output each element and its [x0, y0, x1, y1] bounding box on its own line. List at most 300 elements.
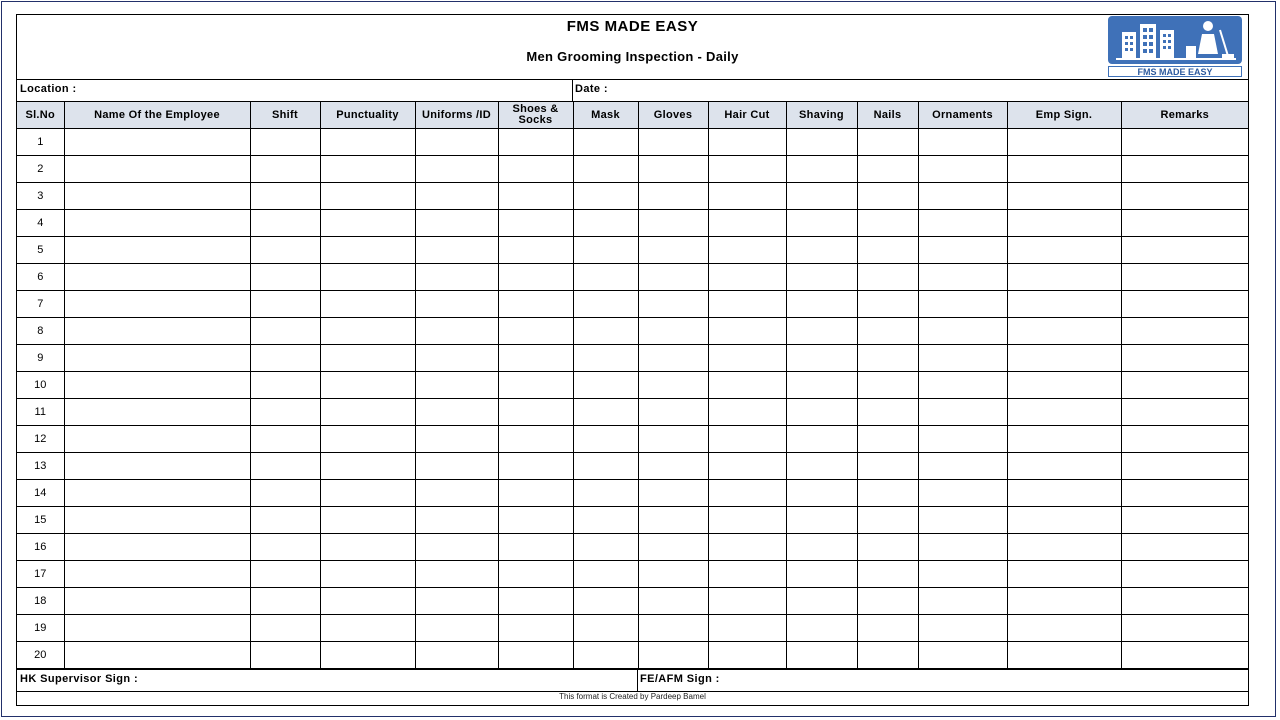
entry-cell[interactable]	[250, 561, 320, 588]
entry-cell[interactable]	[918, 237, 1007, 264]
entry-cell[interactable]	[1121, 534, 1248, 561]
entry-cell[interactable]	[1007, 426, 1121, 453]
entry-cell[interactable]	[708, 291, 786, 318]
entry-cell[interactable]	[1007, 588, 1121, 615]
entry-cell[interactable]	[415, 372, 498, 399]
entry-cell[interactable]	[786, 399, 857, 426]
entry-cell[interactable]	[320, 264, 415, 291]
entry-cell[interactable]	[638, 561, 708, 588]
entry-cell[interactable]	[918, 183, 1007, 210]
entry-cell[interactable]	[708, 399, 786, 426]
entry-cell[interactable]	[64, 237, 250, 264]
entry-cell[interactable]	[918, 399, 1007, 426]
table-row	[17, 399, 1248, 426]
entry-cell[interactable]	[573, 642, 638, 669]
entry-cell[interactable]	[250, 588, 320, 615]
entry-cell[interactable]	[1007, 372, 1121, 399]
entry-cell[interactable]	[320, 210, 415, 237]
entry-cell[interactable]	[708, 183, 786, 210]
entry-cell[interactable]	[498, 129, 573, 156]
entry-cell[interactable]	[64, 642, 250, 669]
entry-cell[interactable]	[1121, 615, 1248, 642]
entry-cell[interactable]	[638, 345, 708, 372]
serial-number-cell: 7	[17, 291, 64, 318]
entry-cell[interactable]	[64, 480, 250, 507]
entry-cell[interactable]	[250, 507, 320, 534]
entry-cell[interactable]	[857, 480, 918, 507]
entry-cell[interactable]	[857, 642, 918, 669]
entry-cell[interactable]	[573, 507, 638, 534]
table-row	[17, 642, 1248, 669]
entry-cell[interactable]	[708, 615, 786, 642]
entry-cell[interactable]	[1007, 264, 1121, 291]
entry-cell[interactable]	[1121, 426, 1248, 453]
entry-cell[interactable]	[786, 534, 857, 561]
entry-cell[interactable]	[1121, 345, 1248, 372]
entry-cell[interactable]	[1121, 318, 1248, 345]
entry-cell[interactable]	[857, 426, 918, 453]
entry-cell[interactable]	[415, 183, 498, 210]
entry-cell[interactable]	[498, 399, 573, 426]
entry-cell[interactable]	[498, 372, 573, 399]
entry-cell[interactable]	[498, 345, 573, 372]
table-row	[17, 507, 1248, 534]
entry-cell[interactable]	[498, 453, 573, 480]
entry-cell[interactable]	[320, 534, 415, 561]
entry-cell[interactable]	[64, 534, 250, 561]
entry-cell[interactable]	[320, 183, 415, 210]
entry-cell[interactable]	[918, 480, 1007, 507]
entry-cell[interactable]	[918, 318, 1007, 345]
entry-cell[interactable]	[415, 291, 498, 318]
entry-cell[interactable]	[64, 318, 250, 345]
form-subtitle: Men Grooming Inspection - Daily	[526, 49, 739, 64]
entry-cell[interactable]	[638, 480, 708, 507]
entry-cell[interactable]	[250, 372, 320, 399]
entry-cell[interactable]	[415, 129, 498, 156]
entry-cell[interactable]	[708, 507, 786, 534]
entry-cell[interactable]	[415, 345, 498, 372]
entry-cell[interactable]	[857, 534, 918, 561]
column-header: Ornaments	[918, 102, 1007, 129]
entry-cell[interactable]	[64, 372, 250, 399]
entry-cell[interactable]	[250, 183, 320, 210]
entry-cell[interactable]	[918, 129, 1007, 156]
entry-cell[interactable]	[415, 318, 498, 345]
serial-number-cell: 11	[17, 399, 64, 426]
title-area	[17, 15, 1248, 80]
entry-cell[interactable]	[857, 453, 918, 480]
table-row	[17, 291, 1248, 318]
entry-cell[interactable]	[786, 156, 857, 183]
table-row	[17, 264, 1248, 291]
entry-cell[interactable]	[498, 156, 573, 183]
entry-cell[interactable]	[1007, 129, 1121, 156]
entry-cell[interactable]	[573, 372, 638, 399]
table-row	[17, 561, 1248, 588]
entry-cell[interactable]	[1121, 399, 1248, 426]
entry-cell[interactable]	[250, 480, 320, 507]
entry-cell[interactable]	[1007, 615, 1121, 642]
column-header: Remarks	[1121, 102, 1248, 129]
entry-cell[interactable]	[918, 426, 1007, 453]
entry-cell[interactable]	[250, 399, 320, 426]
serial-number-cell: 6	[17, 264, 64, 291]
entry-cell[interactable]	[1007, 318, 1121, 345]
entry-cell[interactable]	[857, 507, 918, 534]
entry-cell[interactable]	[708, 129, 786, 156]
entry-cell[interactable]	[250, 534, 320, 561]
entry-cell[interactable]	[857, 588, 918, 615]
entry-cell[interactable]	[1121, 129, 1248, 156]
entry-cell[interactable]	[250, 156, 320, 183]
entry-cell[interactable]	[857, 399, 918, 426]
entry-cell[interactable]	[638, 372, 708, 399]
entry-cell[interactable]	[857, 372, 918, 399]
entry-cell[interactable]	[857, 210, 918, 237]
entry-cell[interactable]	[1007, 237, 1121, 264]
entry-cell[interactable]	[708, 210, 786, 237]
column-header: Gloves	[638, 102, 708, 129]
entry-cell[interactable]	[64, 453, 250, 480]
entry-cell[interactable]	[1121, 183, 1248, 210]
entry-cell[interactable]	[573, 588, 638, 615]
serial-number-cell: 20	[17, 642, 64, 669]
entry-cell[interactable]	[415, 480, 498, 507]
entry-cell[interactable]	[415, 615, 498, 642]
entry-cell[interactable]	[918, 642, 1007, 669]
entry-cell[interactable]	[708, 372, 786, 399]
entry-cell[interactable]	[415, 561, 498, 588]
entry-cell[interactable]	[250, 291, 320, 318]
entry-cell[interactable]	[64, 561, 250, 588]
entry-cell[interactable]	[1007, 480, 1121, 507]
entry-cell[interactable]	[250, 129, 320, 156]
entry-cell[interactable]	[786, 426, 857, 453]
table-row	[17, 345, 1248, 372]
entry-cell[interactable]	[786, 453, 857, 480]
entry-cell[interactable]	[638, 291, 708, 318]
entry-cell[interactable]	[918, 210, 1007, 237]
inspection-sheet	[16, 14, 1249, 706]
entry-cell[interactable]	[415, 237, 498, 264]
entry-cell[interactable]	[573, 129, 638, 156]
entry-cell[interactable]	[918, 453, 1007, 480]
entry-cell[interactable]	[857, 345, 918, 372]
entry-cell[interactable]	[786, 183, 857, 210]
entry-cell[interactable]	[638, 264, 708, 291]
entry-cell[interactable]	[320, 156, 415, 183]
table-row	[17, 156, 1248, 183]
entry-cell[interactable]	[320, 345, 415, 372]
entry-cell[interactable]	[918, 615, 1007, 642]
column-header: Uniforms /ID	[415, 102, 498, 129]
entry-cell[interactable]	[320, 480, 415, 507]
entry-cell[interactable]	[415, 588, 498, 615]
entry-cell[interactable]	[64, 129, 250, 156]
entry-cell[interactable]	[638, 156, 708, 183]
entry-cell[interactable]	[573, 615, 638, 642]
entry-cell[interactable]	[918, 561, 1007, 588]
entry-cell[interactable]	[573, 534, 638, 561]
entry-cell[interactable]	[786, 372, 857, 399]
entry-cell[interactable]	[918, 372, 1007, 399]
entry-cell[interactable]	[857, 156, 918, 183]
entry-cell[interactable]	[64, 264, 250, 291]
entry-cell[interactable]	[498, 507, 573, 534]
entry-cell[interactable]	[638, 210, 708, 237]
entry-cell[interactable]	[64, 345, 250, 372]
entry-cell[interactable]	[415, 426, 498, 453]
entry-cell[interactable]	[320, 642, 415, 669]
entry-cell[interactable]	[250, 210, 320, 237]
entry-cell[interactable]	[64, 507, 250, 534]
entry-cell[interactable]	[64, 291, 250, 318]
serial-number-cell: 10	[17, 372, 64, 399]
entry-cell[interactable]	[250, 345, 320, 372]
entry-cell[interactable]	[708, 561, 786, 588]
entry-cell[interactable]	[1121, 588, 1248, 615]
entry-cell[interactable]	[708, 453, 786, 480]
entry-cell[interactable]	[1121, 480, 1248, 507]
entry-cell[interactable]	[573, 480, 638, 507]
entry-cell[interactable]	[786, 264, 857, 291]
entry-cell[interactable]	[250, 426, 320, 453]
entry-cell[interactable]	[638, 399, 708, 426]
serial-number-cell: 14	[17, 480, 64, 507]
entry-cell[interactable]	[250, 642, 320, 669]
entry-cell[interactable]	[415, 507, 498, 534]
entry-cell[interactable]	[1121, 372, 1248, 399]
entry-cell[interactable]	[250, 237, 320, 264]
entry-cell[interactable]	[498, 291, 573, 318]
entry-cell[interactable]	[1121, 291, 1248, 318]
entry-cell[interactable]	[320, 615, 415, 642]
entry-cell[interactable]	[320, 372, 415, 399]
entry-cell[interactable]	[573, 291, 638, 318]
entry-cell[interactable]	[638, 318, 708, 345]
entry-cell[interactable]	[498, 264, 573, 291]
entry-cell[interactable]	[415, 399, 498, 426]
entry-cell[interactable]	[638, 183, 708, 210]
entry-cell[interactable]	[573, 318, 638, 345]
entry-cell[interactable]	[498, 426, 573, 453]
entry-cell[interactable]	[573, 237, 638, 264]
entry-cell[interactable]	[498, 210, 573, 237]
entry-cell[interactable]	[320, 453, 415, 480]
entry-cell[interactable]	[786, 129, 857, 156]
entry-cell[interactable]	[708, 642, 786, 669]
entry-cell[interactable]	[786, 588, 857, 615]
entry-cell[interactable]	[64, 156, 250, 183]
entry-cell[interactable]	[498, 588, 573, 615]
entry-cell[interactable]	[857, 129, 918, 156]
entry-cell[interactable]	[320, 561, 415, 588]
entry-cell[interactable]	[1121, 507, 1248, 534]
entry-cell[interactable]	[64, 210, 250, 237]
entry-cell[interactable]	[64, 426, 250, 453]
column-header: Mask	[573, 102, 638, 129]
entry-cell[interactable]	[498, 183, 573, 210]
entry-cell[interactable]	[64, 183, 250, 210]
entry-cell[interactable]	[320, 237, 415, 264]
entry-cell[interactable]	[415, 534, 498, 561]
entry-cell[interactable]	[918, 156, 1007, 183]
entry-cell[interactable]	[786, 480, 857, 507]
table-row	[17, 210, 1248, 237]
signature-row	[17, 669, 1248, 692]
entry-cell[interactable]	[250, 453, 320, 480]
entry-cell[interactable]	[1007, 453, 1121, 480]
entry-cell[interactable]	[708, 318, 786, 345]
entry-cell[interactable]	[786, 642, 857, 669]
entry-cell[interactable]	[415, 210, 498, 237]
entry-cell[interactable]	[786, 291, 857, 318]
entry-cell[interactable]	[1007, 183, 1121, 210]
entry-cell[interactable]	[64, 588, 250, 615]
entry-cell[interactable]	[64, 615, 250, 642]
entry-cell[interactable]	[573, 453, 638, 480]
entry-cell[interactable]	[1121, 561, 1248, 588]
date-label: Date :	[575, 83, 608, 95]
entry-cell[interactable]	[1121, 156, 1248, 183]
entry-cell[interactable]	[918, 534, 1007, 561]
entry-cell[interactable]	[1007, 291, 1121, 318]
entry-cell[interactable]	[638, 642, 708, 669]
serial-number-cell: 13	[17, 453, 64, 480]
entry-cell[interactable]	[708, 480, 786, 507]
entry-cell[interactable]	[320, 291, 415, 318]
entry-cell[interactable]	[498, 480, 573, 507]
entry-cell[interactable]	[320, 318, 415, 345]
entry-cell[interactable]	[498, 642, 573, 669]
entry-cell[interactable]	[857, 237, 918, 264]
entry-cell[interactable]	[1121, 642, 1248, 669]
entry-cell[interactable]	[918, 291, 1007, 318]
entry-cell[interactable]	[1007, 642, 1121, 669]
entry-cell[interactable]	[1121, 210, 1248, 237]
serial-number-cell: 5	[17, 237, 64, 264]
entry-cell[interactable]	[1007, 210, 1121, 237]
entry-cell[interactable]	[320, 507, 415, 534]
entry-cell[interactable]	[573, 264, 638, 291]
entry-cell[interactable]	[857, 183, 918, 210]
entry-cell[interactable]	[786, 237, 857, 264]
entry-cell[interactable]	[1121, 237, 1248, 264]
entry-cell[interactable]	[786, 345, 857, 372]
info-divider	[572, 79, 573, 101]
entry-cell[interactable]	[638, 426, 708, 453]
entry-cell[interactable]	[573, 156, 638, 183]
entry-cell[interactable]	[250, 264, 320, 291]
entry-cell[interactable]	[1121, 264, 1248, 291]
entry-cell[interactable]	[415, 264, 498, 291]
entry-cell[interactable]	[1121, 453, 1248, 480]
entry-cell[interactable]	[786, 210, 857, 237]
table-header-row	[17, 102, 1248, 129]
entry-cell[interactable]	[1007, 156, 1121, 183]
entry-cell[interactable]	[1007, 399, 1121, 426]
entry-cell[interactable]	[708, 588, 786, 615]
entry-cell[interactable]	[786, 561, 857, 588]
serial-number-cell: 15	[17, 507, 64, 534]
serial-number-cell: 16	[17, 534, 64, 561]
credit-note: This format is Created by Pardeep Bamel	[559, 692, 706, 701]
entry-cell[interactable]	[415, 642, 498, 669]
column-header: Shoes & Socks	[498, 102, 573, 129]
entry-cell[interactable]	[857, 291, 918, 318]
entry-cell[interactable]	[857, 264, 918, 291]
entry-cell[interactable]	[708, 426, 786, 453]
column-header: Hair Cut	[708, 102, 786, 129]
entry-cell[interactable]	[415, 453, 498, 480]
entry-cell[interactable]	[64, 399, 250, 426]
entry-cell[interactable]	[1007, 561, 1121, 588]
entry-cell[interactable]	[786, 615, 857, 642]
entry-cell[interactable]	[573, 399, 638, 426]
entry-cell[interactable]	[573, 210, 638, 237]
buildings-icon	[1108, 16, 1242, 64]
entry-cell[interactable]	[638, 129, 708, 156]
entry-cell[interactable]	[498, 318, 573, 345]
column-header: Nails	[857, 102, 918, 129]
entry-cell[interactable]	[918, 264, 1007, 291]
entry-cell[interactable]	[1007, 534, 1121, 561]
serial-number-cell: 19	[17, 615, 64, 642]
entry-cell[interactable]	[1007, 507, 1121, 534]
entry-cell[interactable]	[498, 534, 573, 561]
entry-cell[interactable]	[918, 345, 1007, 372]
entry-cell[interactable]	[857, 318, 918, 345]
entry-cell[interactable]	[573, 345, 638, 372]
entry-cell[interactable]	[786, 507, 857, 534]
entry-cell[interactable]	[857, 615, 918, 642]
entry-cell[interactable]	[708, 237, 786, 264]
entry-cell[interactable]	[573, 426, 638, 453]
entry-cell[interactable]	[638, 588, 708, 615]
entry-cell[interactable]	[638, 534, 708, 561]
entry-cell[interactable]	[786, 318, 857, 345]
entry-cell[interactable]	[708, 345, 786, 372]
entry-cell[interactable]	[708, 264, 786, 291]
table-row	[17, 615, 1248, 642]
entry-cell[interactable]	[708, 534, 786, 561]
column-header: Shift	[250, 102, 320, 129]
entry-cell[interactable]	[918, 588, 1007, 615]
entry-cell[interactable]	[320, 399, 415, 426]
entry-cell[interactable]	[320, 426, 415, 453]
entry-cell[interactable]	[498, 561, 573, 588]
entry-cell[interactable]	[573, 183, 638, 210]
entry-cell[interactable]	[250, 615, 320, 642]
entry-cell[interactable]	[498, 237, 573, 264]
entry-cell[interactable]	[918, 507, 1007, 534]
entry-cell[interactable]	[320, 129, 415, 156]
entry-cell[interactable]	[708, 156, 786, 183]
entry-cell[interactable]	[638, 615, 708, 642]
entry-cell[interactable]	[498, 615, 573, 642]
entry-cell[interactable]	[250, 318, 320, 345]
entry-cell[interactable]	[638, 507, 708, 534]
entry-cell[interactable]	[415, 156, 498, 183]
entry-cell[interactable]	[320, 588, 415, 615]
entry-cell[interactable]	[638, 453, 708, 480]
entry-cell[interactable]	[857, 561, 918, 588]
table-row	[17, 129, 1248, 156]
entry-cell[interactable]	[638, 237, 708, 264]
entry-cell[interactable]	[1007, 345, 1121, 372]
entry-cell[interactable]	[573, 561, 638, 588]
